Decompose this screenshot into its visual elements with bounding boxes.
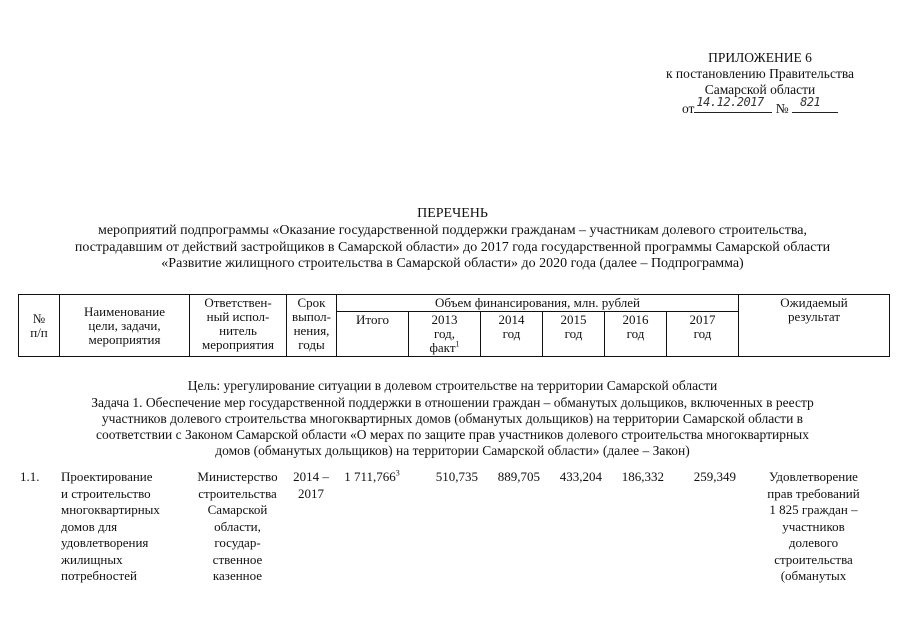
header-total: Итого (337, 312, 409, 357)
cell-line: Проектирование (61, 469, 153, 484)
cell-line: казенное (212, 568, 263, 583)
row-name (59, 468, 189, 586)
header-2013 (409, 312, 481, 357)
row-2017: 259,349 (693, 469, 736, 484)
header-text: год, (434, 326, 455, 341)
header-2017 (667, 312, 739, 357)
cell-line: строительства (774, 551, 853, 567)
header-text: Срок (297, 295, 326, 310)
appendix-date-line (640, 95, 880, 117)
row-responsible (189, 468, 286, 586)
header-2015 (543, 312, 605, 357)
header-result (739, 295, 890, 357)
header-text: 2013 (431, 312, 458, 327)
header-text: 2016 (622, 312, 649, 327)
header-text: № (32, 310, 46, 326)
header-responsible (190, 295, 287, 357)
subtitle-line: «Развитие жилищного строительства в Самарской области» до 2020 года (далее – Подпрограмма) (161, 256, 744, 271)
header-text: год (693, 326, 712, 341)
cell-line: (обманутых (780, 568, 847, 583)
header-text: мероприятия (201, 337, 274, 352)
header-2016 (605, 312, 667, 357)
cell-line: и строительство (61, 485, 151, 501)
appendix-line-1: к постановлению Правительства (665, 66, 855, 81)
subtitle-line: мероприятий подпрограммы «Оказание государственной поддержки гражданам – участникам долевого строительства, (97, 223, 808, 238)
header-text (411, 341, 478, 355)
cell-line: ственное (212, 551, 263, 567)
header-num (19, 295, 60, 357)
table-body (18, 468, 889, 586)
header-text: п/п (30, 324, 48, 340)
header-text: нения, (293, 323, 330, 338)
cell-line: удовлетворения (61, 535, 149, 550)
header-2014 (481, 312, 543, 357)
table-row (18, 468, 889, 586)
document-title: ПЕРЕЧЕНЬ (417, 206, 488, 221)
row-num: 1.1. (20, 469, 40, 484)
row-2013: 510,735 (435, 469, 478, 484)
cell-line: 1 825 граждан – (769, 502, 858, 517)
cell-line: многоквартирных (61, 502, 160, 517)
appendix-title: ПРИЛОЖЕНИЕ 6 (708, 50, 812, 65)
header-text: выпол- (292, 309, 331, 324)
row-2016: 186,332 (621, 469, 664, 484)
row-term (286, 468, 336, 586)
header-text: Наименование (84, 303, 165, 319)
header-text: 2017 (689, 312, 716, 327)
table-header (18, 294, 890, 357)
cell-line: потребностей (61, 568, 137, 583)
cell-line: Удовлетворение (769, 469, 858, 484)
cell-line: Министерство (197, 469, 278, 484)
number-sign: № (775, 101, 789, 116)
header-funding-group: Объем финансирования, млн. рублей (337, 295, 739, 312)
header-text: 2015 (560, 312, 587, 327)
header-text: Ответствен- (204, 295, 272, 310)
header-text: ный испол- (206, 309, 270, 324)
row-2014: 889,705 (497, 469, 540, 484)
task-text (20, 395, 885, 459)
header-text: год (564, 326, 583, 341)
subtitle-line: пострадавшим от действий застройщиков в Самарской области» до 2017 года государственной программы Самарской области (74, 239, 831, 255)
header-text: 2014 (498, 312, 525, 327)
header-text: мероприятия (88, 331, 161, 347)
row-result (738, 468, 889, 586)
cell-line: 2014 – (293, 469, 329, 484)
cell-line: жилищных (61, 551, 123, 567)
cell-line: домов для (61, 518, 118, 534)
row-total (336, 468, 408, 586)
task-line: Задача 1. Обеспечение мер государственной поддержки в отношении граждан – обманутых дольщиков, включенных в реестр (91, 395, 814, 410)
date-prefix: от (681, 101, 695, 116)
footnote-mark: 1 (455, 339, 460, 349)
number-signature-line (792, 95, 838, 113)
header-text: результат (787, 309, 841, 324)
cell-line: Самарской (207, 502, 268, 517)
cell-line: участников (782, 518, 845, 534)
handwritten-date: 14.12.2017 (696, 95, 764, 109)
cell-line: государ- (214, 535, 261, 550)
task-line: участников долевого строительства многоквартирных домов (обманутых дольщиков) на территории Самарской области в (101, 411, 804, 426)
header-text: год (626, 326, 645, 341)
goal-text: Цель: урегулирование ситуации в долевом строительстве на территории Самарской области (187, 378, 718, 393)
document-subtitle (20, 223, 885, 273)
appendix-block (640, 50, 880, 117)
header-text: Ожидаемый (780, 295, 848, 310)
task-line: соответствии с Законом Самарской области «О мерах по защите прав участников долевого строительства многоквартирных (96, 427, 809, 442)
row-2015: 433,204 (559, 469, 602, 484)
footnote-mark: 3 (395, 468, 400, 478)
cell-line: долевого (788, 535, 839, 550)
header-text: цели, задачи, (88, 317, 161, 333)
cell-line: прав требований (767, 485, 860, 501)
appendix-line-2: Самарской области (704, 82, 816, 97)
cell-line: 2017 (298, 485, 324, 501)
header-term (287, 295, 337, 357)
cell-line: области, (214, 518, 261, 534)
task-line: домов (обманутых дольщиков) на территории Самарской области» (далее – Закон) (215, 443, 690, 458)
header-text: годы (298, 337, 325, 352)
handwritten-number: 821 (800, 95, 821, 109)
header-text: год (502, 326, 521, 341)
header-text: нитель (219, 323, 257, 338)
header-name (60, 295, 190, 357)
cell-line: строительства (198, 485, 277, 501)
date-signature-line (694, 95, 772, 113)
cell-value: 1 711,766 (344, 469, 396, 484)
header-text: факт (429, 340, 456, 355)
